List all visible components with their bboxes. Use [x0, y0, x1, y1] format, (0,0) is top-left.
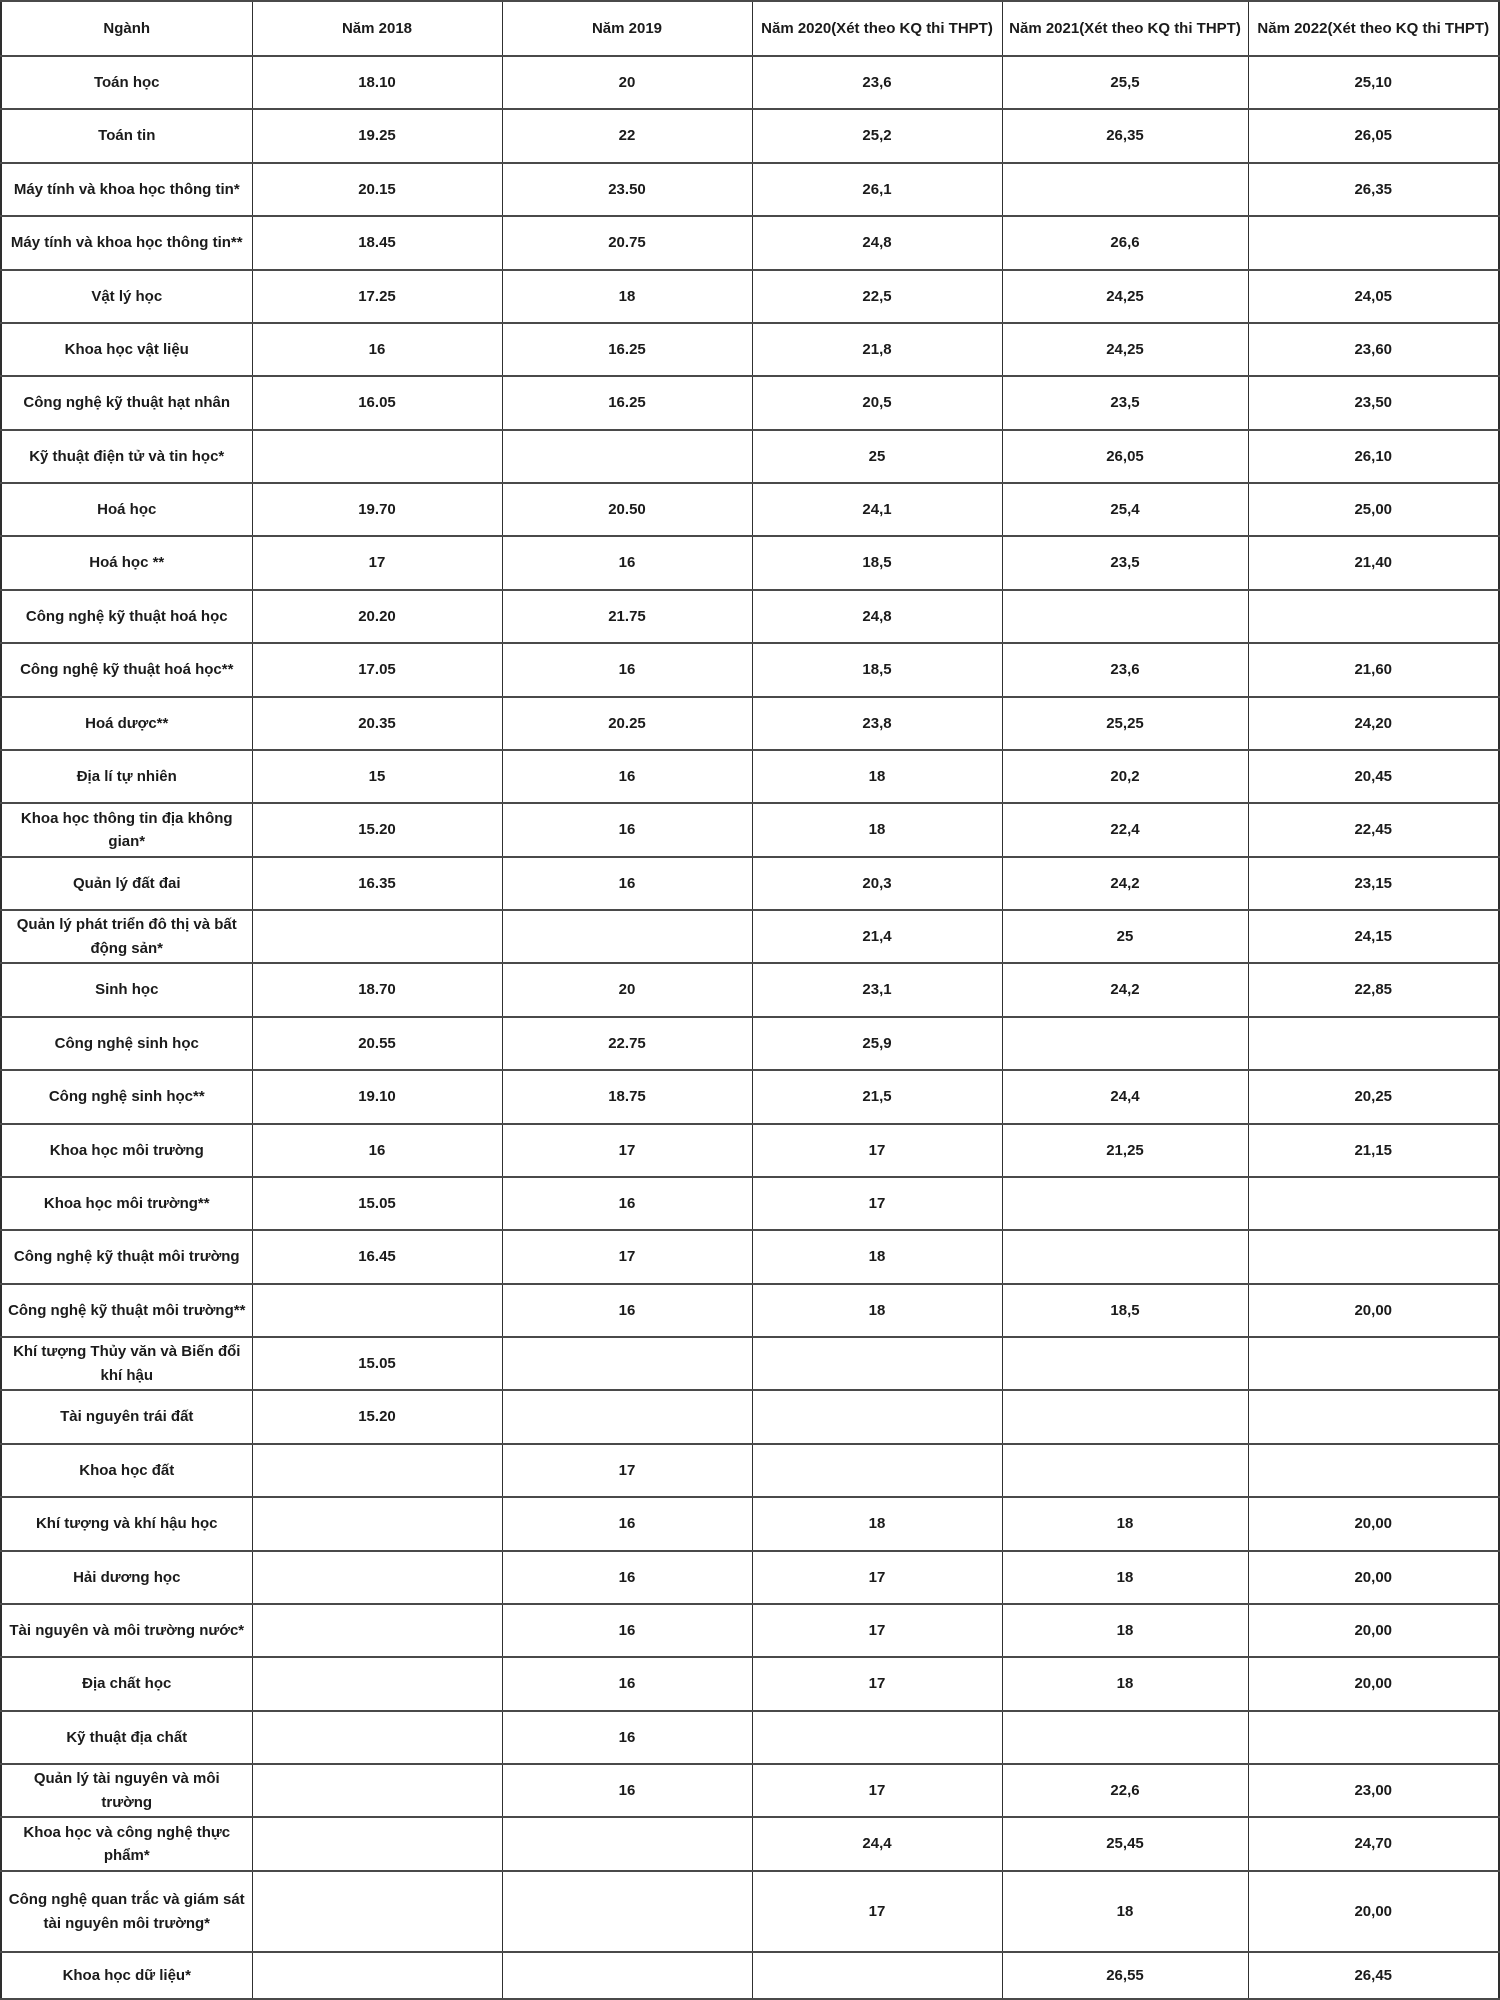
score-2019-cell: 18	[502, 270, 752, 323]
score-2018-cell: 15.05	[252, 1337, 502, 1390]
score-2018-cell: 16	[252, 1124, 502, 1177]
table-row	[1, 323, 1499, 376]
score-2022-cell: 26,45	[1248, 1952, 1499, 1999]
score-2021-cell: 26,35	[1002, 109, 1248, 162]
column-header-year-2021: Năm 2021(Xét theo KQ thi THPT)	[1002, 1, 1248, 56]
score-2018-cell	[252, 1444, 502, 1497]
score-2022-cell: 20,00	[1248, 1657, 1499, 1710]
table-row	[1, 1444, 1499, 1497]
score-2022-cell: 26,05	[1248, 109, 1499, 162]
score-2021-cell: 20,2	[1002, 750, 1248, 803]
table-row	[1, 963, 1499, 1016]
score-2022-cell: 20,00	[1248, 1871, 1499, 1953]
score-2019-cell: 16	[502, 857, 752, 910]
major-name-cell: Quản lý phát triển đô thị và bất động sản*	[1, 910, 252, 963]
score-2021-cell: 18	[1002, 1871, 1248, 1953]
table-row	[1, 1952, 1499, 1999]
table-row	[1, 163, 1499, 216]
column-header-year-2019: Năm 2019	[502, 1, 752, 56]
score-2020-cell: 23,1	[752, 963, 1002, 1016]
score-2019-cell	[502, 1952, 752, 1999]
score-2018-cell: 17	[252, 536, 502, 589]
score-2020-cell: 17	[752, 1177, 1002, 1230]
score-2018-cell: 15.05	[252, 1177, 502, 1230]
score-2021-cell: 24,25	[1002, 270, 1248, 323]
score-2019-cell: 16	[502, 536, 752, 589]
score-2021-cell: 25,4	[1002, 483, 1248, 536]
score-2018-cell	[252, 1604, 502, 1657]
major-name-cell: Hoá học	[1, 483, 252, 536]
major-name-cell: Khoa học dữ liệu*	[1, 1952, 252, 1999]
score-2019-cell	[502, 1390, 752, 1443]
score-2020-cell: 18	[752, 1230, 1002, 1283]
major-name-cell: Toán tin	[1, 109, 252, 162]
score-2022-cell: 26,35	[1248, 163, 1499, 216]
score-2019-cell: 17	[502, 1230, 752, 1283]
score-2018-cell	[252, 1657, 502, 1710]
score-2020-cell: 18	[752, 803, 1002, 856]
score-2021-cell: 18	[1002, 1497, 1248, 1550]
score-2022-cell	[1248, 1390, 1499, 1443]
score-2018-cell	[252, 1711, 502, 1764]
score-2020-cell	[752, 1952, 1002, 1999]
major-name-cell: Tài nguyên trái đất	[1, 1390, 252, 1443]
major-name-cell: Khoa học môi trường**	[1, 1177, 252, 1230]
score-2021-cell: 26,55	[1002, 1952, 1248, 1999]
score-2018-cell	[252, 1817, 502, 1870]
score-2018-cell: 16.05	[252, 376, 502, 429]
score-2020-cell: 24,8	[752, 590, 1002, 643]
score-2022-cell: 24,05	[1248, 270, 1499, 323]
score-2019-cell: 20	[502, 56, 752, 109]
score-2018-cell: 16	[252, 323, 502, 376]
major-name-cell: Công nghệ kỹ thuật môi trường	[1, 1230, 252, 1283]
major-name-cell: Khí tượng Thủy văn và Biến đổi khí hậu	[1, 1337, 252, 1390]
score-2020-cell: 26,1	[752, 163, 1002, 216]
table-row	[1, 1497, 1499, 1550]
score-2022-cell: 24,20	[1248, 697, 1499, 750]
score-2022-cell: 26,10	[1248, 430, 1499, 483]
score-2020-cell: 17	[752, 1657, 1002, 1710]
column-header-year-2018: Năm 2018	[252, 1, 502, 56]
score-2018-cell	[252, 1871, 502, 1953]
score-2021-cell	[1002, 1337, 1248, 1390]
score-2018-cell: 18.45	[252, 216, 502, 269]
score-2022-cell: 21,15	[1248, 1124, 1499, 1177]
major-name-cell: Công nghệ sinh học	[1, 1017, 252, 1070]
score-2018-cell: 15.20	[252, 1390, 502, 1443]
score-2021-cell: 22,6	[1002, 1764, 1248, 1817]
table-row	[1, 483, 1499, 536]
score-2021-cell: 23,6	[1002, 643, 1248, 696]
score-2019-cell: 16	[502, 643, 752, 696]
score-2022-cell: 20,00	[1248, 1284, 1499, 1337]
score-2019-cell: 16.25	[502, 376, 752, 429]
score-2018-cell: 19.10	[252, 1070, 502, 1123]
score-2018-cell: 16.45	[252, 1230, 502, 1283]
score-2019-cell	[502, 1817, 752, 1870]
major-name-cell: Tài nguyên và môi trường nước*	[1, 1604, 252, 1657]
score-2019-cell	[502, 430, 752, 483]
table-row	[1, 590, 1499, 643]
score-2019-cell: 16	[502, 1551, 752, 1604]
score-2021-cell	[1002, 1017, 1248, 1070]
score-2020-cell: 24,4	[752, 1817, 1002, 1870]
score-2022-cell: 25,10	[1248, 56, 1499, 109]
score-2021-cell	[1002, 590, 1248, 643]
score-2022-cell: 22,85	[1248, 963, 1499, 1016]
score-2019-cell	[502, 910, 752, 963]
table-row	[1, 1711, 1499, 1764]
score-2019-cell: 21.75	[502, 590, 752, 643]
score-2021-cell: 24,2	[1002, 857, 1248, 910]
score-2020-cell: 21,8	[752, 323, 1002, 376]
table-row	[1, 376, 1499, 429]
score-2022-cell	[1248, 590, 1499, 643]
score-2022-cell	[1248, 1177, 1499, 1230]
score-2021-cell	[1002, 163, 1248, 216]
score-2020-cell: 17	[752, 1551, 1002, 1604]
score-2018-cell: 18.70	[252, 963, 502, 1016]
score-2019-cell: 22.75	[502, 1017, 752, 1070]
score-2020-cell: 18	[752, 1497, 1002, 1550]
score-2021-cell: 24,2	[1002, 963, 1248, 1016]
score-2022-cell: 20,00	[1248, 1497, 1499, 1550]
score-2020-cell	[752, 1337, 1002, 1390]
score-2021-cell: 18,5	[1002, 1284, 1248, 1337]
major-name-cell: Công nghệ kỹ thuật môi trường**	[1, 1284, 252, 1337]
major-name-cell: Sinh học	[1, 963, 252, 1016]
score-2022-cell	[1248, 1017, 1499, 1070]
major-name-cell: Công nghệ kỹ thuật hạt nhân	[1, 376, 252, 429]
score-2019-cell: 17	[502, 1124, 752, 1177]
table-row	[1, 270, 1499, 323]
score-2020-cell: 20,3	[752, 857, 1002, 910]
major-name-cell: Quản lý tài nguyên và môi trường	[1, 1764, 252, 1817]
score-2019-cell: 16	[502, 750, 752, 803]
major-name-cell: Khoa học đất	[1, 1444, 252, 1497]
score-2018-cell: 20.15	[252, 163, 502, 216]
score-2018-cell	[252, 1764, 502, 1817]
score-2020-cell: 21,4	[752, 910, 1002, 963]
score-2020-cell: 25,9	[752, 1017, 1002, 1070]
major-name-cell: Công nghệ quan trắc và giám sát tài nguyên môi trường*	[1, 1871, 252, 1953]
score-2022-cell: 23,50	[1248, 376, 1499, 429]
score-2019-cell: 16.25	[502, 323, 752, 376]
score-2021-cell: 23,5	[1002, 536, 1248, 589]
score-2022-cell: 20,25	[1248, 1070, 1499, 1123]
score-2020-cell: 17	[752, 1871, 1002, 1953]
major-name-cell: Khoa học vật liệu	[1, 323, 252, 376]
score-2020-cell: 18,5	[752, 643, 1002, 696]
major-name-cell: Kỹ thuật điện tử và tin học*	[1, 430, 252, 483]
major-name-cell: Công nghệ sinh học**	[1, 1070, 252, 1123]
score-2020-cell	[752, 1711, 1002, 1764]
score-2021-cell: 23,5	[1002, 376, 1248, 429]
score-2021-cell: 25,5	[1002, 56, 1248, 109]
score-2018-cell: 18.10	[252, 56, 502, 109]
score-2022-cell: 20,00	[1248, 1551, 1499, 1604]
score-2021-cell	[1002, 1390, 1248, 1443]
score-2022-cell: 21,60	[1248, 643, 1499, 696]
major-name-cell: Hải dương học	[1, 1551, 252, 1604]
score-2018-cell: 20.55	[252, 1017, 502, 1070]
score-2018-cell: 17.05	[252, 643, 502, 696]
score-2022-cell: 21,40	[1248, 536, 1499, 589]
table-row	[1, 697, 1499, 750]
major-name-cell: Toán học	[1, 56, 252, 109]
score-2021-cell: 25,45	[1002, 1817, 1248, 1870]
score-2021-cell	[1002, 1230, 1248, 1283]
table-row	[1, 109, 1499, 162]
table-row	[1, 216, 1499, 269]
major-name-cell: Kỹ thuật địa chất	[1, 1711, 252, 1764]
score-2021-cell: 22,4	[1002, 803, 1248, 856]
score-2020-cell: 24,8	[752, 216, 1002, 269]
score-2020-cell: 18	[752, 750, 1002, 803]
score-2021-cell: 26,6	[1002, 216, 1248, 269]
major-name-cell: Công nghệ kỹ thuật hoá học	[1, 590, 252, 643]
score-2020-cell: 17	[752, 1124, 1002, 1177]
score-2018-cell: 20.35	[252, 697, 502, 750]
score-2021-cell: 24,4	[1002, 1070, 1248, 1123]
table-row	[1, 910, 1499, 963]
score-2021-cell: 24,25	[1002, 323, 1248, 376]
score-2019-cell: 16	[502, 1497, 752, 1550]
score-2020-cell: 24,1	[752, 483, 1002, 536]
score-2022-cell	[1248, 1337, 1499, 1390]
score-2018-cell: 20.20	[252, 590, 502, 643]
score-2018-cell	[252, 910, 502, 963]
score-2022-cell: 23,15	[1248, 857, 1499, 910]
major-name-cell: Địa chất học	[1, 1657, 252, 1710]
score-2022-cell: 24,70	[1248, 1817, 1499, 1870]
score-2020-cell: 23,6	[752, 56, 1002, 109]
major-name-cell: Khoa học và công nghệ thực phẩm*	[1, 1817, 252, 1870]
major-name-cell: Máy tính và khoa học thông tin*	[1, 163, 252, 216]
score-2019-cell: 20.75	[502, 216, 752, 269]
score-2021-cell: 18	[1002, 1657, 1248, 1710]
column-header-year-2020: Năm 2020(Xét theo KQ thi THPT)	[752, 1, 1002, 56]
score-2021-cell: 18	[1002, 1551, 1248, 1604]
score-2019-cell: 17	[502, 1444, 752, 1497]
table-row	[1, 803, 1499, 856]
column-header-year-2022: Năm 2022(Xét theo KQ thi THPT)	[1248, 1, 1499, 56]
table-row	[1, 430, 1499, 483]
score-2019-cell: 23.50	[502, 163, 752, 216]
table-row	[1, 1390, 1499, 1443]
table-row	[1, 857, 1499, 910]
score-2022-cell	[1248, 1711, 1499, 1764]
score-2018-cell	[252, 430, 502, 483]
major-name-cell: Hoá học **	[1, 536, 252, 589]
major-name-cell: Vật lý học	[1, 270, 252, 323]
score-2019-cell: 18.75	[502, 1070, 752, 1123]
score-2020-cell: 20,5	[752, 376, 1002, 429]
table-row	[1, 536, 1499, 589]
score-2018-cell: 15.20	[252, 803, 502, 856]
score-2021-cell: 25,25	[1002, 697, 1248, 750]
table-body	[1, 56, 1499, 1999]
score-2019-cell	[502, 1337, 752, 1390]
score-2022-cell: 24,15	[1248, 910, 1499, 963]
score-2020-cell: 17	[752, 1604, 1002, 1657]
score-2021-cell	[1002, 1711, 1248, 1764]
score-2019-cell: 16	[502, 1284, 752, 1337]
major-name-cell: Khí tượng và khí hậu học	[1, 1497, 252, 1550]
score-2019-cell: 20	[502, 963, 752, 1016]
table-row	[1, 750, 1499, 803]
table-row	[1, 1230, 1499, 1283]
table-row	[1, 1124, 1499, 1177]
score-2019-cell: 20.50	[502, 483, 752, 536]
score-2019-cell: 16	[502, 1711, 752, 1764]
score-2021-cell: 18	[1002, 1604, 1248, 1657]
score-2022-cell: 23,60	[1248, 323, 1499, 376]
table-row	[1, 643, 1499, 696]
score-2022-cell	[1248, 216, 1499, 269]
score-2019-cell: 22	[502, 109, 752, 162]
header-row	[1, 1, 1499, 56]
major-name-cell: Quản lý đất đai	[1, 857, 252, 910]
score-2018-cell: 16.35	[252, 857, 502, 910]
score-2020-cell: 17	[752, 1764, 1002, 1817]
table-row	[1, 1764, 1499, 1817]
score-2019-cell: 16	[502, 1604, 752, 1657]
major-name-cell: Địa lí tự nhiên	[1, 750, 252, 803]
table-row	[1, 1017, 1499, 1070]
table-row	[1, 56, 1499, 109]
table-row	[1, 1337, 1499, 1390]
table-row	[1, 1070, 1499, 1123]
major-name-cell: Khoa học môi trường	[1, 1124, 252, 1177]
table-row	[1, 1604, 1499, 1657]
table-row	[1, 1551, 1499, 1604]
score-2019-cell: 16	[502, 1764, 752, 1817]
score-2022-cell: 25,00	[1248, 483, 1499, 536]
score-2022-cell: 20,00	[1248, 1604, 1499, 1657]
score-2018-cell: 19.25	[252, 109, 502, 162]
score-2021-cell: 26,05	[1002, 430, 1248, 483]
score-2019-cell: 16	[502, 1177, 752, 1230]
score-2022-cell: 22,45	[1248, 803, 1499, 856]
score-2018-cell: 19.70	[252, 483, 502, 536]
major-name-cell: Hoá dược**	[1, 697, 252, 750]
score-2022-cell	[1248, 1230, 1499, 1283]
score-2020-cell: 18,5	[752, 536, 1002, 589]
score-2020-cell	[752, 1444, 1002, 1497]
score-2018-cell	[252, 1551, 502, 1604]
column-header-major: Ngành	[1, 1, 252, 56]
major-name-cell: Máy tính và khoa học thông tin**	[1, 216, 252, 269]
score-2021-cell	[1002, 1177, 1248, 1230]
score-2020-cell	[752, 1390, 1002, 1443]
table-row	[1, 1871, 1499, 1953]
score-2022-cell	[1248, 1444, 1499, 1497]
major-name-cell: Khoa học thông tin địa không gian*	[1, 803, 252, 856]
score-2019-cell: 16	[502, 1657, 752, 1710]
score-2019-cell: 20.25	[502, 697, 752, 750]
score-2019-cell: 16	[502, 803, 752, 856]
major-name-cell: Công nghệ kỹ thuật hoá học**	[1, 643, 252, 696]
score-2020-cell: 22,5	[752, 270, 1002, 323]
score-2021-cell: 25	[1002, 910, 1248, 963]
table-row	[1, 1284, 1499, 1337]
score-2022-cell: 23,00	[1248, 1764, 1499, 1817]
score-2020-cell: 18	[752, 1284, 1002, 1337]
score-2018-cell: 15	[252, 750, 502, 803]
score-2020-cell: 23,8	[752, 697, 1002, 750]
table-row	[1, 1817, 1499, 1870]
score-2020-cell: 25,2	[752, 109, 1002, 162]
score-2018-cell	[252, 1497, 502, 1550]
score-2021-cell	[1002, 1444, 1248, 1497]
score-2020-cell: 25	[752, 430, 1002, 483]
score-2021-cell: 21,25	[1002, 1124, 1248, 1177]
score-2018-cell: 17.25	[252, 270, 502, 323]
score-2019-cell	[502, 1871, 752, 1953]
score-2018-cell	[252, 1952, 502, 1999]
score-2022-cell: 20,45	[1248, 750, 1499, 803]
table-row	[1, 1177, 1499, 1230]
score-2020-cell: 21,5	[752, 1070, 1002, 1123]
table-row	[1, 1657, 1499, 1710]
score-2018-cell	[252, 1284, 502, 1337]
